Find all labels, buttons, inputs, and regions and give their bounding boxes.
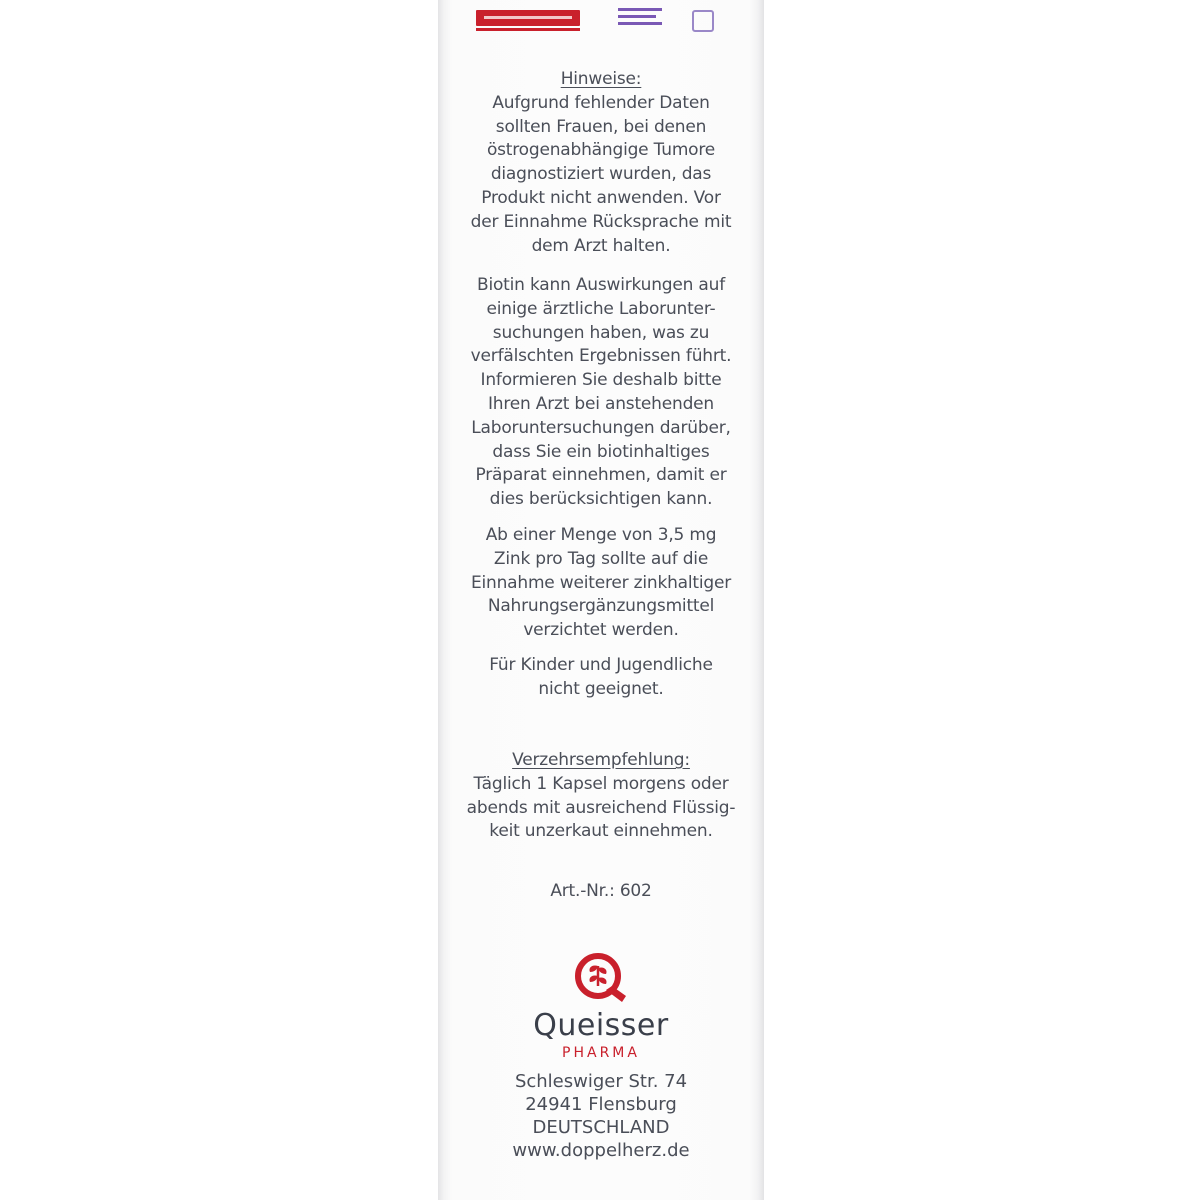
text-line: dass Sie ein biotinhaltiges bbox=[492, 441, 710, 462]
text-line: Produkt nicht anwenden. Vor bbox=[481, 187, 721, 208]
text-line: der Einnahme Rücksprache mit bbox=[470, 211, 732, 232]
text-line: nicht geeignet. bbox=[538, 678, 664, 699]
hints-paragraph-4 bbox=[452, 654, 750, 702]
text-line: Laboruntersuchungen darüber, bbox=[471, 417, 731, 438]
hints-paragraph-2 bbox=[452, 274, 750, 512]
recommendation-heading: Verzehrsempfehlung: bbox=[512, 750, 690, 770]
purple-badge-icon bbox=[692, 10, 714, 32]
red-label-band bbox=[476, 10, 580, 26]
red-label-underline bbox=[476, 28, 580, 31]
text-line: sollten Frauen, bei denen bbox=[495, 116, 707, 137]
text-line: diagnostiziert wurden, das bbox=[490, 164, 712, 185]
address-street: Schleswiger Str. 74 bbox=[514, 1071, 688, 1092]
brand-name: Queisser bbox=[533, 1008, 669, 1043]
text-line: Täglich 1 Kapsel morgens oder bbox=[473, 773, 729, 794]
text-line: Ihren Arzt bei anstehenden bbox=[487, 393, 715, 414]
website-link: www.doppelherz.de bbox=[512, 1140, 690, 1161]
text-line: dem Arzt halten. bbox=[531, 235, 671, 256]
text-line: Einnahme weiterer zinkhaltiger bbox=[470, 572, 732, 593]
text-line: abends mit ausreichend Flüssig- bbox=[466, 797, 736, 818]
hints-paragraph-3 bbox=[452, 524, 750, 643]
text-line: Für Kinder und Jugendliche bbox=[489, 655, 713, 675]
text-line: Nahrungsergänzungsmittel bbox=[487, 596, 715, 617]
recommendation-section bbox=[452, 749, 750, 844]
text-line: Informieren Sie deshalb bitte bbox=[480, 370, 722, 391]
text-line: suchungen haben, was zu bbox=[492, 322, 710, 343]
hints-section bbox=[452, 68, 750, 258]
package-top-edge bbox=[438, 0, 764, 40]
text-line: Aufgrund fehlender Daten bbox=[492, 92, 710, 113]
queisser-q-leaf-logo-icon bbox=[566, 952, 634, 1004]
text-line: einige ärztliche Laborunter- bbox=[486, 298, 716, 319]
address-country: DEUTSCHLAND bbox=[532, 1117, 670, 1138]
text-line: Biotin kann Auswirkungen auf bbox=[476, 275, 726, 295]
purple-stripes-icon bbox=[618, 8, 662, 32]
text-line: Zink pro Tag sollte auf die bbox=[493, 548, 709, 569]
text-line: Präparat einnehmen, damit er bbox=[475, 465, 727, 486]
address-city: 24941 Flensburg bbox=[525, 1094, 677, 1115]
text-line: Ab einer Menge von 3,5 mg bbox=[485, 525, 717, 545]
article-number: Art.-Nr.: 602 bbox=[550, 881, 652, 901]
package-side-panel bbox=[438, 0, 764, 1200]
hints-heading: Hinweise: bbox=[560, 69, 642, 89]
text-line: verzichtet werden. bbox=[523, 620, 679, 641]
text-line: östrogenabhängige Tumore bbox=[486, 140, 716, 161]
text-line: verfälschten Ergebnissen führt. bbox=[470, 346, 732, 367]
text-line: keit unzerkaut einnehmen. bbox=[489, 821, 713, 842]
manufacturer-address bbox=[438, 1070, 764, 1162]
brand-subtitle: PHARMA bbox=[562, 1045, 640, 1061]
text-line: dies berücksichtigen kann. bbox=[489, 489, 713, 510]
hints-paragraph-1 bbox=[452, 92, 750, 259]
